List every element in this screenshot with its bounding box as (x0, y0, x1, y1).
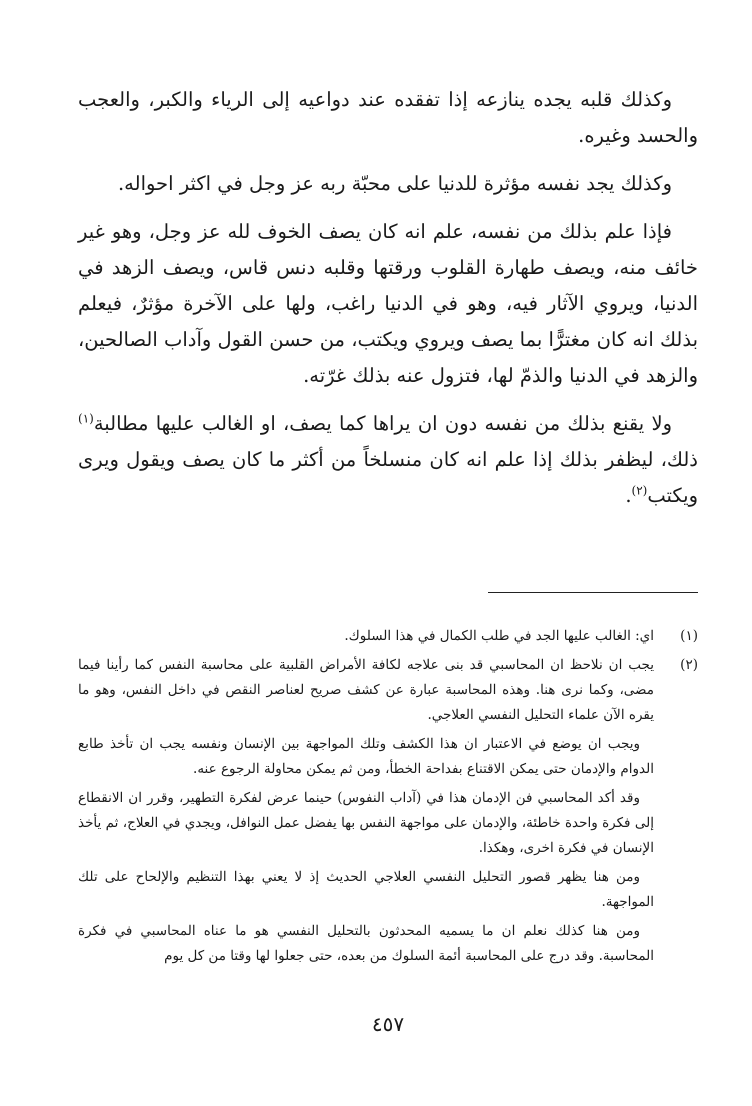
footnote-continuation: ومن هنا كذلك نعلم ان ما يسميه المحدثون بالتحليل النفسي هو ما عناه المحاسبي في فكرة المحاسبة. وقد درج على المحاسبة أئمة السلوك من بعده، حتى جعلوا لها وقتا من كل يوم (78, 923, 654, 964)
footnote (78, 624, 698, 649)
footnote-divider (488, 592, 698, 593)
page-number: ٤٥٧ (371, 1012, 405, 1036)
footnote-ref-1[interactable]: (١) (78, 411, 94, 426)
footnotes (78, 624, 698, 973)
paragraph-text: ذلك، ليظفر بذلك إذا علم انه كان منسلخاً من أكثر ما كان يصف ويقول ويرى ويكتب (78, 448, 698, 507)
footnote-ref-2[interactable]: (٢) (631, 483, 648, 498)
footnote (78, 653, 698, 728)
paragraph: وكذلك قلبه يجده ينازعه إذا تفقده عند دواعيه إلى الرياء والكبر، والعجب والحسد وغيره. (78, 88, 698, 147)
footnote-continuation: وقد أكد المحاسبي فن الإدمان هذا في (آداب النفوس) حينما عرض لفكرة التطهير، وقرر ان الانقطاع إلى فكرة واحدة خاطئة، والإدمان على مواجهة النفس بها يفضل عمل النوافل، ويجدي في العلاج، ثم يأخذ الإنسان في فكرة اخرى، وهكذا. (78, 790, 654, 856)
main-text (78, 82, 698, 514)
paragraph-text: ولا يقنع بذلك من نفسه دون ان يراها كما يصف، او الغالب عليها مطالبة (93, 412, 672, 435)
footnote-number: (٢) (680, 657, 698, 673)
paragraph: فإذا علم بذلك من نفسه، علم انه كان يصف الخوف لله عز وجل، وهو غير خائف منه، ويصف طهارة القلوب ورقتها وقلبه دنس قاس، ويصف الزهد في الدنيا، ويروي الآثار فيه، وهو في الدنيا راغب، ولها على الآخرة مؤثرٌ، فيعلم بذلك انه كان مغترًّا بما يصف ويروي ويكتب، من حسن القول وآداب الصالحين، والزهد في الدنيا والذمّ لها، فتزول عنه بذلك غرّته. (78, 220, 698, 387)
footnote-continuation: ومن هنا يظهر قصور التحليل النفسي العلاجي الحديث إذ لا يعني بهذا التنظيم والإلحاح على تلك المواجهة. (78, 869, 654, 910)
footnote-text: اي: الغالب عليها الجد في طلب الكمال في هذا السلوك. (344, 628, 654, 644)
paragraph-text: . (625, 484, 632, 507)
paragraph: وكذلك يجد نفسه مؤثرة للدنيا على محبّة ربه عز وجل في اكثر احواله. (117, 172, 672, 195)
footnote-text: يجب ان نلاحظ ان المحاسبي قد بنى علاجه لكافة الأمراض القلبية على محاسبة النفس كما رأينا فيما مضى، وكما نرى هنا. وهذه المحاسبة عبارة عن كشف صريح لعناصر النقص في داخل النفس، وهو ما يقره الآن علماء التحليل النفسي العلاجي. (78, 657, 654, 723)
paragraph-with-footnote-refs (78, 406, 698, 514)
book-page (78, 82, 698, 1082)
footnote-number: (١) (680, 628, 698, 644)
footnote-continuation: ويجب ان يوضع في الاعتبار ان هذا الكشف وتلك المواجهة بين الإنسان ونفسه يجب ان تأخذ طابع الدوام والإدمان حتى يمكن الاقتناع بفداحة الخطأ، ومن ثم يمكن محاولة الرجوع عنه. (78, 736, 654, 777)
